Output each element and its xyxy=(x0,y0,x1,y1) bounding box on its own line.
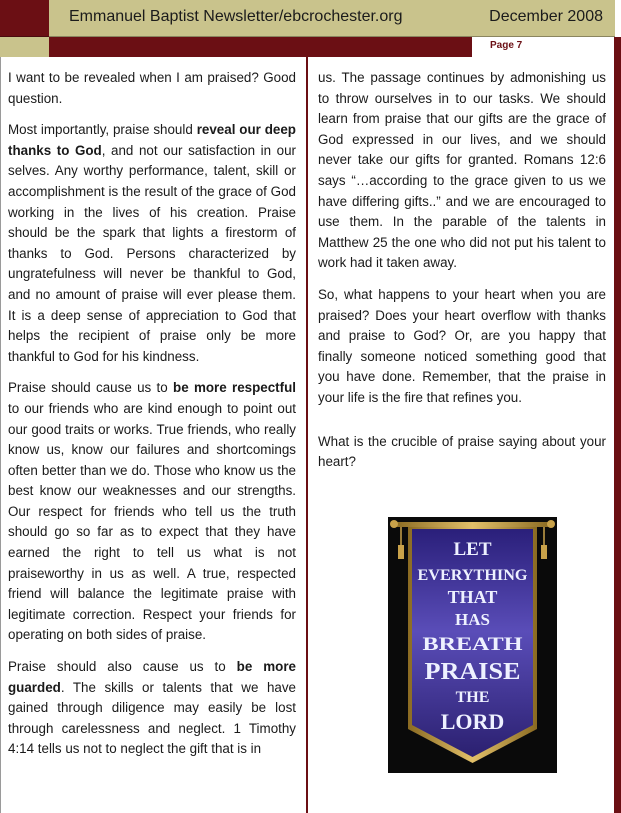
paragraph: Most importantly, praise should reveal our deep thanks to God, and not our satisfaction in our selves. Any worthy performance, talent, skill or accomplishment is the result of the grace of God working in the lives of his creation. Praise should be the spark that lights a firestorm of thanks to God. Persons characterized by ungratefulness will never be thankful to God, and no amount of praise will ever please them. It is a deep sense of appreciation to God that helps the recipient of praise only be more thankful to God for his kindness. xyxy=(8,122,296,364)
emphasis: be more respectful xyxy=(173,380,297,396)
subheader-accent-box xyxy=(0,37,49,57)
left-border-rule xyxy=(0,57,1,813)
emphasis: be more guarded xyxy=(8,659,296,695)
right-border-rule xyxy=(614,37,621,813)
banner-line: THE xyxy=(455,689,490,706)
tassel-right xyxy=(541,545,547,559)
banner-graphic xyxy=(388,517,557,773)
paragraph: Praise should also cause us to be more guarded. The skills or talents that we have gained through diligence may easily be lost through carelessness and neglect. 1 Timothy 4:14 tells us not to neglect the gift that is in xyxy=(8,659,296,757)
banner-line: THAT xyxy=(447,587,498,607)
paragraph: So, what happens to your heart when you are praised? Does your heart overflow with thanks and praise to God? Or, are you happy that finally someone noticed something good that you have done. Remember, that the praise in your life is the fire that refines you. xyxy=(318,286,606,405)
banner-line: LORD xyxy=(440,709,505,734)
emphasis: reveal our deep thanks to God xyxy=(8,122,296,158)
rod-finial-left xyxy=(390,520,398,528)
banner-line: BREATH xyxy=(422,634,523,655)
banner-line: HAS xyxy=(455,610,490,629)
page-number: Page 7 xyxy=(490,40,523,51)
praise-banner-image xyxy=(388,517,557,773)
paragraph: Praise should cause us to be more respectful to our friends who are kind enough to point out our good traits or works. True friends, who really know us, know our failures and shortcomings often better than we do. Those who know us the best know our weaknesses and our strengths. Our respect for friends who tell us the truth should go so far as to expect that they have earned the right to tell us what is not praiseworthy in us as well. A true, respected friend will balance the legitimate praise with legitimate correction. Respect your friends for operating on both sides of praise. xyxy=(8,380,297,643)
banner-line: LET xyxy=(453,539,492,560)
banner-rod xyxy=(394,522,551,527)
newsletter-header xyxy=(49,0,615,37)
banner-line: PRAISE xyxy=(424,659,521,685)
issue-date: December 2008 xyxy=(489,8,603,25)
tassel-left xyxy=(398,545,404,559)
subheader-band xyxy=(49,37,472,57)
newsletter-title: Emmanuel Baptist Newsletter/ebcrochester.org xyxy=(69,8,403,25)
column-divider xyxy=(306,57,308,813)
closing-question: What is the crucible of praise saying about your heart? xyxy=(318,433,606,470)
paragraph: I want to be revealed when I am praised? Good question. xyxy=(8,70,296,106)
article-right-column xyxy=(318,68,606,484)
article-left-column xyxy=(8,68,296,771)
header-accent-box xyxy=(0,0,49,37)
banner-line: EVERYTHING xyxy=(417,567,529,584)
paragraph: us. The passage continues by admonishing us to throw ourselves in to our tasks. We should learn from praise that our gifts are the grace of God expressed in our lives, and we should never take our gifts for granted. Romans 12:6 says “…according to the grace given to us we have differing gifts..” and we are encouraged to use them. In the parable of the talents in Matthew 25 the one who did not put his talent to work had it taken away. xyxy=(318,70,606,271)
rod-finial-right xyxy=(547,520,555,528)
